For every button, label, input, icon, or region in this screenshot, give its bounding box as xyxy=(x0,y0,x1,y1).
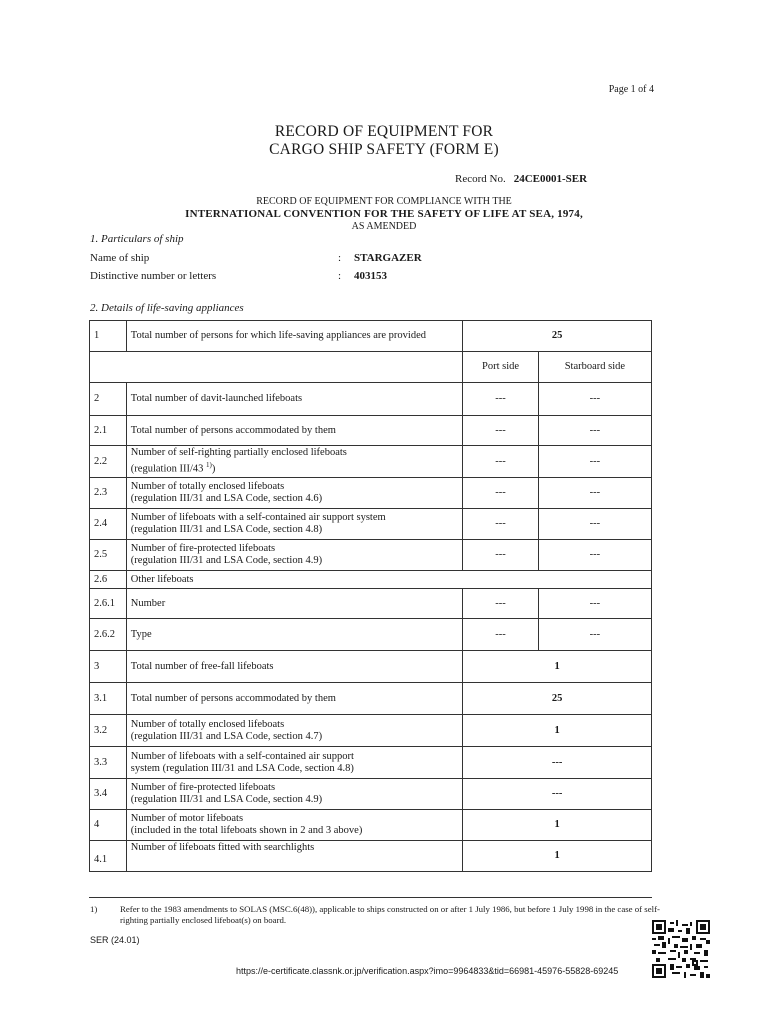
starboard-value: --- xyxy=(538,619,651,651)
row-description xyxy=(126,446,462,478)
row-value: 1 xyxy=(463,715,652,747)
footnote xyxy=(90,904,660,926)
ship-name-value: STARGAZER xyxy=(354,252,422,264)
row-description-line2: (regulation III/31 and LSA Code, section 4.9) xyxy=(130,555,323,566)
form-code: SER (24.01) xyxy=(90,935,140,945)
row-value: --- xyxy=(463,747,652,779)
table-row xyxy=(90,619,652,651)
row-description xyxy=(126,779,462,810)
particulars-heading: 1. Particulars of ship xyxy=(90,233,184,245)
row-description: Total number of persons for which life-saving appliances are provided xyxy=(126,321,462,352)
row-value: 1 xyxy=(463,841,652,872)
row-value: 1 xyxy=(463,810,652,841)
row-number: 2.6.1 xyxy=(90,589,127,619)
footnote-mark: 1) xyxy=(90,904,98,914)
row-description-line2: (included in the total lifeboats shown in 2 and 3 above) xyxy=(130,825,363,836)
regulation-close: ) xyxy=(211,463,216,475)
row-number: 3.3 xyxy=(90,747,127,779)
record-number-label: Record No. xyxy=(455,173,506,185)
row-description-line1: Number of lifeboats with a self-contained air support system xyxy=(130,512,386,523)
document-title-line2: CARGO SHIP SAFETY (FORM E) xyxy=(269,141,499,158)
row-description-line1: Number of fire-protected lifeboats xyxy=(130,543,276,554)
row-number: 2.6.2 xyxy=(90,619,127,651)
lsa-table xyxy=(89,320,652,872)
starboard-value: --- xyxy=(538,446,651,478)
table-row xyxy=(90,383,652,416)
row-description-line2: (regulation III/31 and LSA Code, section 4.6) xyxy=(130,493,323,504)
row-value: 1 xyxy=(463,651,652,683)
row-description-line1: Number of totally enclosed lifeboats xyxy=(130,481,285,492)
row-description-line1: Number of lifeboats with a self-contained air support xyxy=(130,750,354,762)
row-description xyxy=(126,715,462,747)
row-description-line2 xyxy=(131,459,458,476)
row-description: Total number of persons accommodated by them xyxy=(126,683,462,715)
record-number xyxy=(455,173,587,185)
row-description-line2: (regulation III/31 and LSA Code, section 4.7) xyxy=(130,730,323,742)
header-blank xyxy=(90,352,463,383)
row-description-line1: Number of fire-protected lifeboats xyxy=(130,782,276,793)
row-number: 2.6 xyxy=(90,571,127,589)
row-number: 2.2 xyxy=(90,446,127,478)
row-number: 2.1 xyxy=(90,416,127,446)
distinctive-number-colon: : xyxy=(338,270,342,282)
starboard-side-header: Starboard side xyxy=(538,352,651,383)
row-description: Other lifeboats xyxy=(126,571,651,589)
row-number: 2.4 xyxy=(90,509,127,540)
starboard-value: --- xyxy=(538,416,651,446)
table-row xyxy=(90,683,652,715)
row-description xyxy=(126,810,462,841)
starboard-value: --- xyxy=(538,478,651,509)
row-number: 3 xyxy=(90,651,127,683)
row-description xyxy=(126,509,462,540)
port-value: --- xyxy=(463,446,539,478)
row-number: 3.4 xyxy=(90,779,127,810)
row-number: 4.1 xyxy=(90,841,127,872)
row-description: Total number of davit-launched lifeboats xyxy=(126,383,462,416)
row-description: Number xyxy=(126,589,462,619)
page-number: Page 1 of 4 xyxy=(608,84,654,95)
regulation-ref: (regulation III/43 xyxy=(130,463,204,475)
ship-name-colon: : xyxy=(338,252,342,264)
table-row xyxy=(90,747,652,779)
port-side-header: Port side xyxy=(463,352,539,383)
table-row xyxy=(90,589,652,619)
port-value: --- xyxy=(463,509,539,540)
distinctive-number-label: Distinctive number or letters xyxy=(90,270,217,282)
port-value: --- xyxy=(463,619,539,651)
document-title-line1: RECORD OF EQUIPMENT FOR xyxy=(274,123,494,140)
table-row xyxy=(90,321,652,352)
row-value: 25 xyxy=(463,683,652,715)
subtitle-line1: RECORD OF EQUIPMENT FOR COMPLIANCE WITH THE xyxy=(256,196,512,207)
table-row xyxy=(90,651,652,683)
row-number: 3.2 xyxy=(90,715,127,747)
footnote-ref: 1) xyxy=(206,461,212,470)
table-row xyxy=(90,715,652,747)
port-value: --- xyxy=(463,589,539,619)
row-description xyxy=(126,478,462,509)
table-row xyxy=(90,478,652,509)
row-number: 1 xyxy=(90,321,127,352)
table-row xyxy=(90,416,652,446)
port-value: --- xyxy=(463,383,539,416)
lsa-heading: 2. Details of life-saving appliances xyxy=(90,302,244,314)
row-number: 3.1 xyxy=(90,683,127,715)
starboard-value: --- xyxy=(538,383,651,416)
qr-code-icon[interactable] xyxy=(652,920,710,978)
table-row xyxy=(90,509,652,540)
ship-name-label: Name of ship xyxy=(90,252,150,264)
starboard-value: --- xyxy=(538,540,651,571)
row-description: Type xyxy=(126,619,462,651)
row-description xyxy=(126,747,462,779)
table-row xyxy=(90,779,652,810)
subtitle-line3: AS AMENDED xyxy=(351,221,417,232)
table-row xyxy=(90,540,652,571)
subtitle-line2: INTERNATIONAL CONVENTION FOR THE SAFETY OF LIFE AT SEA, 1974, xyxy=(185,208,583,220)
row-value: --- xyxy=(463,779,652,810)
row-value: 25 xyxy=(463,321,652,352)
row-description-line1: Number of motor lifeboats xyxy=(130,813,244,824)
row-description: Total number of persons accommodated by them xyxy=(126,416,462,446)
column-header-row xyxy=(90,352,652,383)
starboard-value: --- xyxy=(538,509,651,540)
table-row xyxy=(90,446,652,478)
row-number: 2.3 xyxy=(90,478,127,509)
row-description-line2: system (regulation III/31 and LSA Code, section 4.8) xyxy=(130,762,354,774)
record-number-value: 24CE0001-SER xyxy=(513,173,588,185)
row-description-line1: Number of self-righting partially enclosed lifeboats xyxy=(130,447,347,459)
port-value: --- xyxy=(463,478,539,509)
distinctive-number-value: 403153 xyxy=(354,270,387,282)
row-number: 2.5 xyxy=(90,540,127,571)
starboard-value: --- xyxy=(538,589,651,619)
row-description xyxy=(126,540,462,571)
port-value: --- xyxy=(463,416,539,446)
row-description: Total number of free-fall lifeboats xyxy=(126,651,462,683)
verification-url[interactable]: https://e-certificate.classnk.or.jp/verification.aspx?imo=9964833&tid=66981-45976-55828-69245 xyxy=(236,966,619,976)
row-number: 2 xyxy=(90,383,127,416)
row-number: 4 xyxy=(90,810,127,841)
footnote-text: Refer to the 1983 amendments to SOLAS (MSC.6(48)), applicable to ships constructed on or after 1 July 1986, but before 1 July 1998 in the case of self-righting partially enclosed lifeboat(s) on board. xyxy=(120,904,660,925)
row-description-line1: Number of totally enclosed lifeboats xyxy=(130,718,285,730)
port-value: --- xyxy=(463,540,539,571)
row-description: Number of lifeboats fitted with searchlights xyxy=(126,841,462,872)
row-description-line2: (regulation III/31 and LSA Code, section 4.9) xyxy=(130,794,323,805)
table-row xyxy=(90,810,652,841)
table-row xyxy=(90,571,652,589)
table-row xyxy=(90,841,652,872)
row-description-line2: (regulation III/31 and LSA Code, section 4.8) xyxy=(130,524,323,535)
footnote-divider xyxy=(89,897,652,898)
